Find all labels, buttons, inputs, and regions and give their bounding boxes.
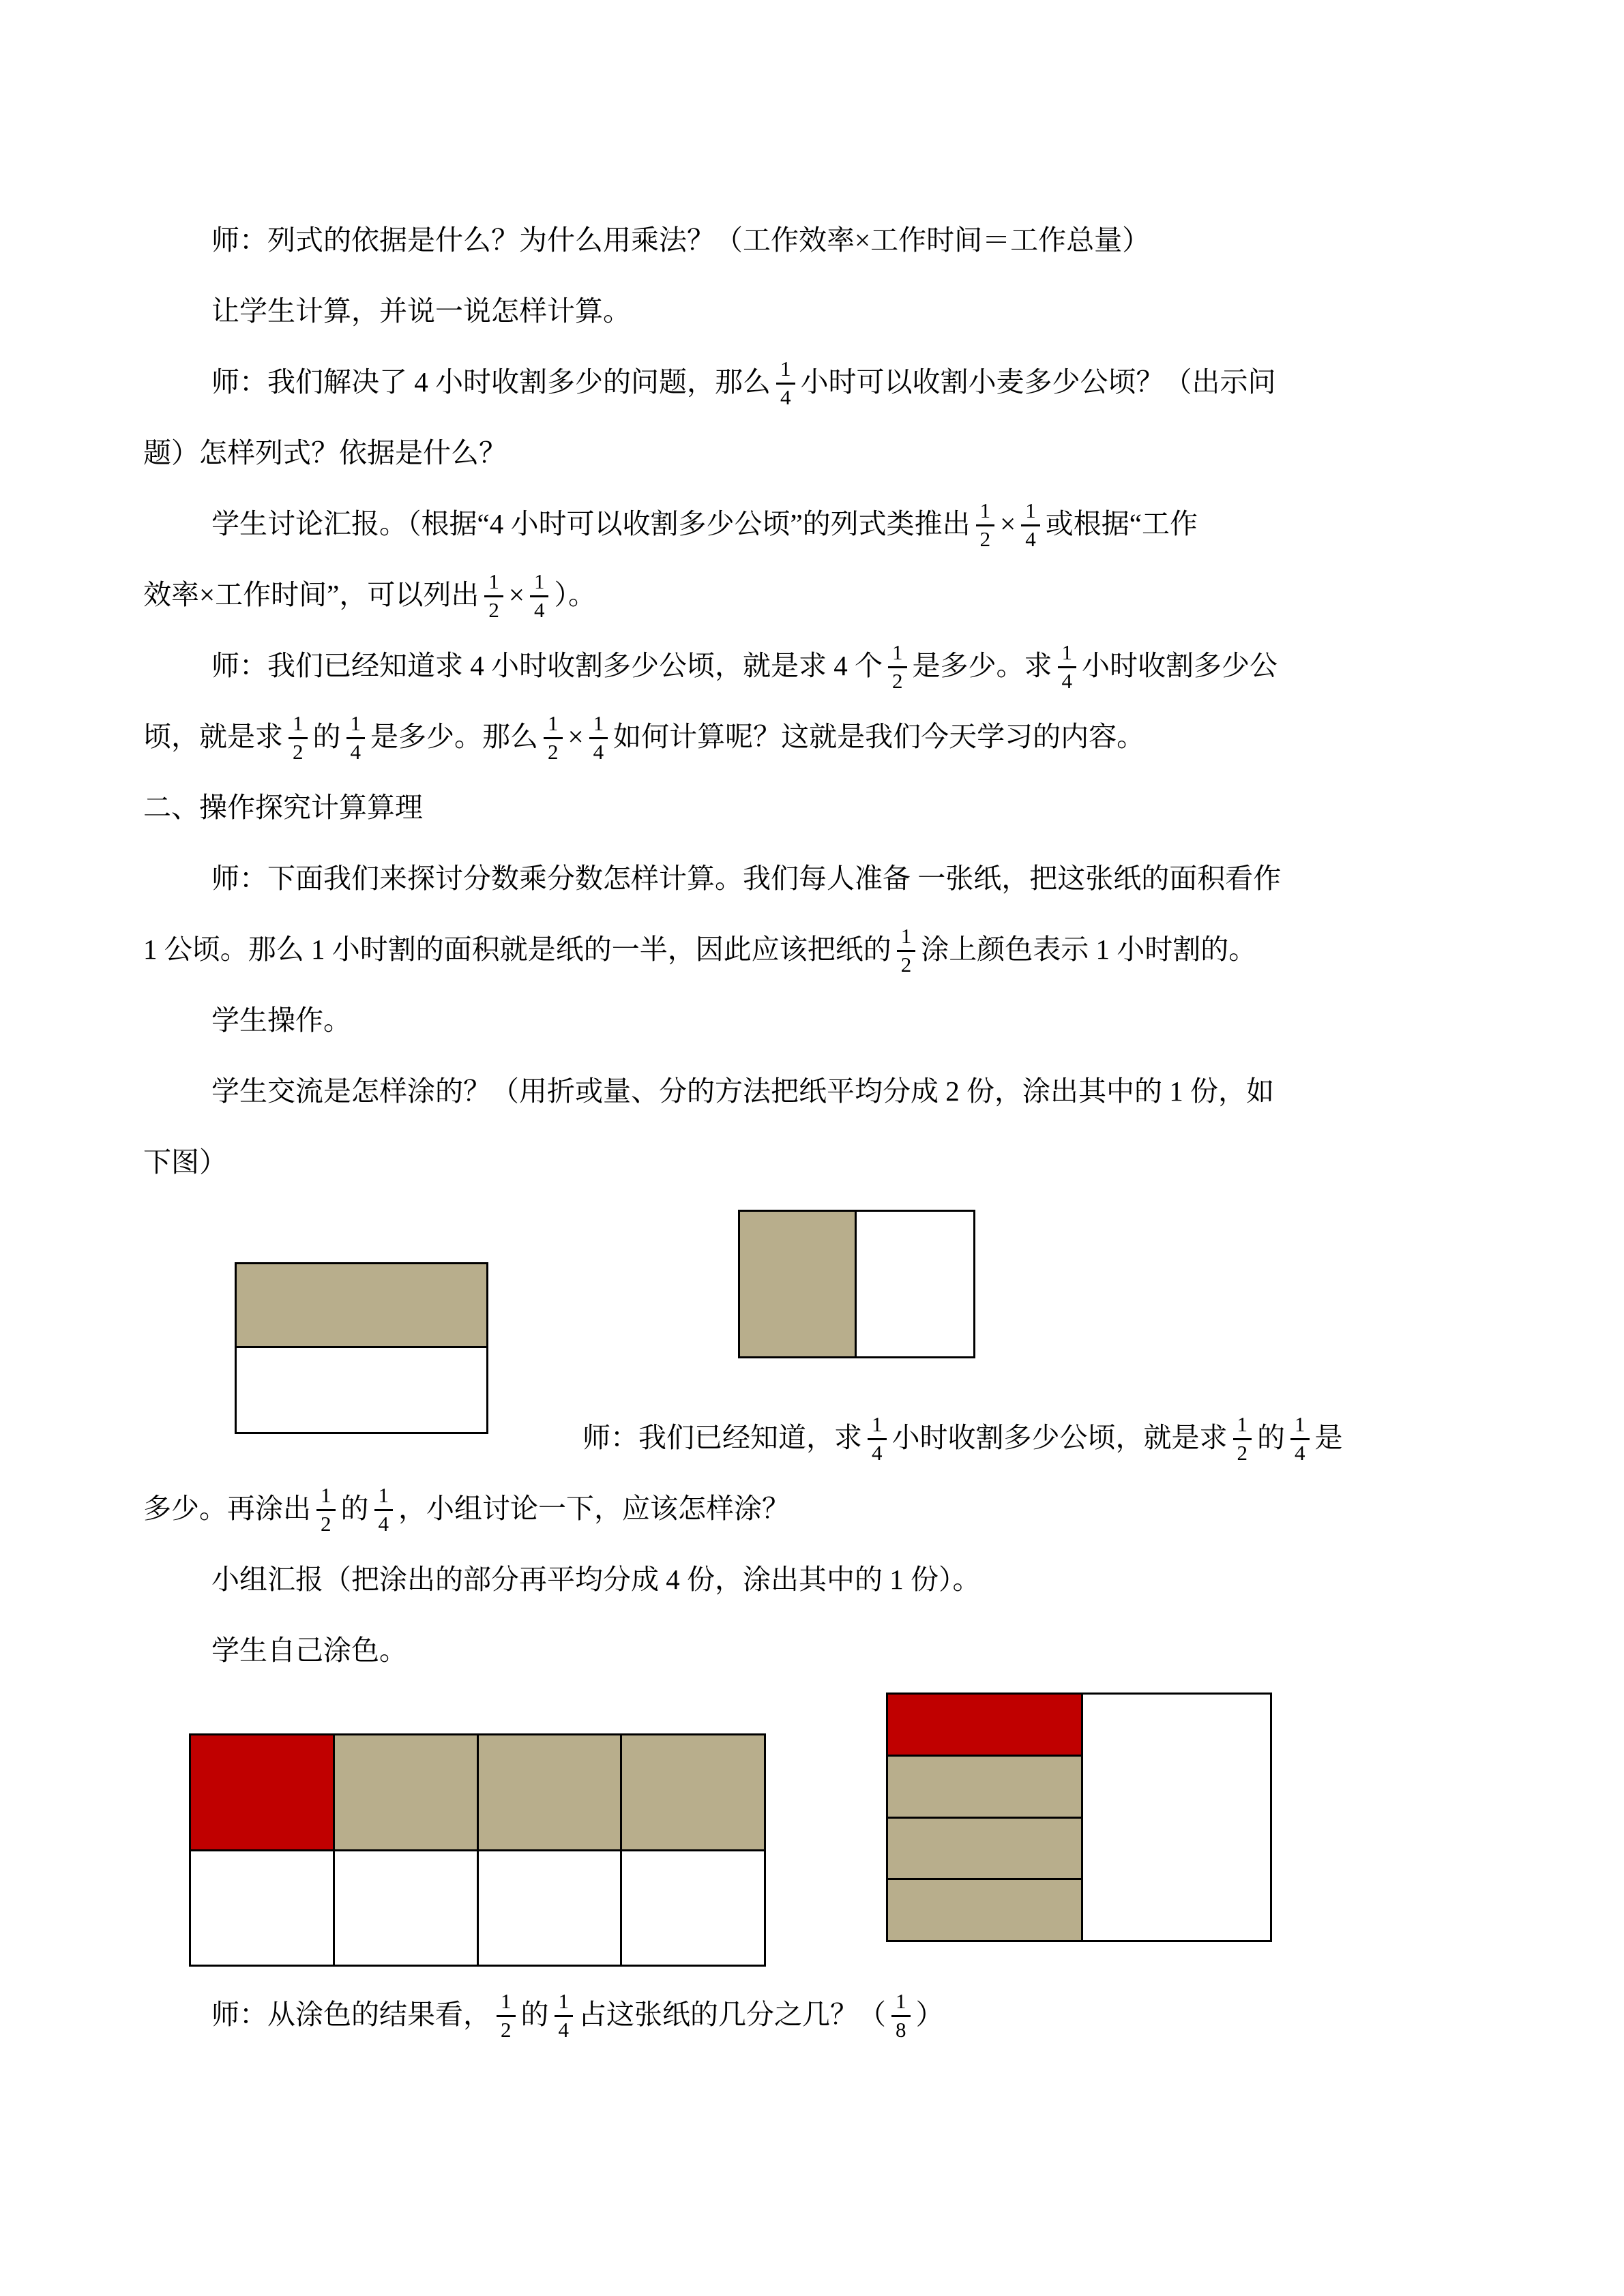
strip-tan [888,1880,1081,1940]
text-line: 让学生计算，并说一说怎样计算。 [211,295,631,327]
text-line: 多少。再涂出 $\frac{1}{2}$ 的 $\frac{1}{4}$ ，小组讨论一下，应该怎样涂？ [143,1483,790,1536]
figure-half-horizontal [235,1262,488,1434]
strips-column [888,1695,1083,1940]
text-line: 1 公顷。那么 1 小时割的面积就是纸的一半，因此应该把纸的 $\frac{1}{2}$ 涂上颜色表示 1 小时割的。 [143,924,1257,977]
paragraph-group-3 [143,1979,1514,2050]
paragraph-group-1 [143,205,1514,1197]
fraction: $\frac{1}{2}$ [544,712,563,764]
text-line: 师：我们已经知道求 4 小时收割多少公顷，就是求 4 个 $\frac{1}{2}$ 是多少。求 $\frac{1}{4}$ 小时收割多少公 [211,640,1278,694]
text-line: 学生自己涂色。 [211,1635,407,1666]
text-flow [143,205,1514,2050]
figure-eighths-grid [189,1733,766,1967]
text-line: 下图） [143,1146,227,1178]
fraction: $\frac{1}{4}$ [1021,499,1040,551]
strip-red [888,1695,1081,1755]
fraction: $\frac{1}{4}$ [1290,1413,1310,1465]
strip-tan [888,1819,1081,1879]
fraction: $\frac{1}{8}$ [891,1990,911,2042]
text-line: 学生讨论汇报。（根据“4 小时可以收割多少公顷”的列式类推出 $\frac{1}{2}$ × $\frac{1}{4}$ 或根据“工作 [211,498,1198,552]
text-line: 小组汇报（把涂出的部分再平均分成 4 份，涂出其中的 1 份）。 [211,1564,981,1595]
fraction: $\frac{1}{2}$ [1233,1413,1252,1465]
fraction: $\frac{1}{4}$ [1058,641,1077,693]
text-line: 学生操作。 [211,1004,351,1036]
fraction: $\frac{1}{2}$ [976,499,995,551]
grid-cell-white [479,1851,621,1965]
fraction: $\frac{1}{2}$ [888,641,907,693]
diagram-row-1 [143,1197,1514,1402]
text-line: 学生交流是怎样涂的？（用折或量、分的方法把纸平均分成 2 份，涂出其中的 1 份，如 [211,1075,1274,1107]
shaded-left-half [740,1212,857,1356]
fraction: $\frac{1}{2}$ [316,1484,336,1536]
text-line: 师：我们解决了 4 小时收割多少的问题，那么 $\frac{1}{4}$ 小时可以收割小麦多少公顷？（出示问 [211,357,1276,410]
strip-tan [888,1757,1081,1817]
text-line: 题）怎样列式？依据是什么？ [143,437,507,468]
strips-unshaded-right [1083,1695,1270,1940]
fraction: $\frac{1}{4}$ [868,1413,887,1465]
diagram-row-2 [143,1686,1514,1979]
fraction: $\frac{1}{4}$ [530,570,549,622]
shaded-top-half [237,1264,486,1348]
grid-cell-tan [622,1735,764,1849]
fraction: $\frac{1}{4}$ [346,712,366,764]
paragraph-group-2 [143,1402,1514,1686]
figure-eighths-strips [886,1693,1272,1942]
fraction: $\frac{1}{4}$ [374,1484,394,1536]
grid-cell-white [335,1851,477,1965]
fraction: $\frac{1}{4}$ [589,712,608,764]
grid-cell-tan [479,1735,621,1849]
section-heading: 二、操作探究计算算理 [143,792,423,823]
fraction: $\frac{1}{2}$ [289,712,308,764]
fraction: $\frac{1}{2}$ [497,1990,516,2042]
unshaded-bottom-half [237,1348,486,1432]
grid-cell-white [622,1851,764,1965]
fraction: $\frac{1}{2}$ [484,570,503,622]
grid-cell-tan [335,1735,477,1849]
fraction: $\frac{1}{4}$ [555,1990,574,2042]
unshaded-right-half [857,1212,973,1356]
figure-half-vertical [738,1210,975,1358]
fraction: $\frac{1}{4}$ [776,357,795,409]
text-line: 顷，就是求 $\frac{1}{2}$ 的 $\frac{1}{4}$ 是多少。那么 $\frac{1}{2}$ × $\frac{1}{4}$ 如何计算呢？这就是我们今天学习的内容。 [143,711,1145,764]
text-line: 效率×工作时间”，可以列出 $\frac{1}{2}$ × $\frac{1}{4}$ ）。 [143,569,596,623]
text-line: 师：下面我们来探讨分数乘分数怎样计算。我们每人准备 一张纸，把这张纸的面积看作 [211,863,1282,894]
grid-cell-red [191,1735,333,1849]
text-line: 师：我们已经知道，求 $\frac{1}{4}$ 小时收割多少公顷，就是求 $\frac{1}{2}$ 的 $\frac{1}{4}$ 是 [582,1412,1343,1465]
fraction: $\frac{1}{2}$ [897,925,916,976]
text-line: 师：从涂色的结果看， $\frac{1}{2}$ 的 $\frac{1}{4}$ 占这张纸的几分之几？（ $\frac{1}{8}$ ） [211,1989,944,2042]
grid-cell-white [191,1851,333,1965]
text-line: 师：列式的依据是什么？为什么用乘法？（工作效率×工作时间＝工作总量） [211,224,1151,256]
